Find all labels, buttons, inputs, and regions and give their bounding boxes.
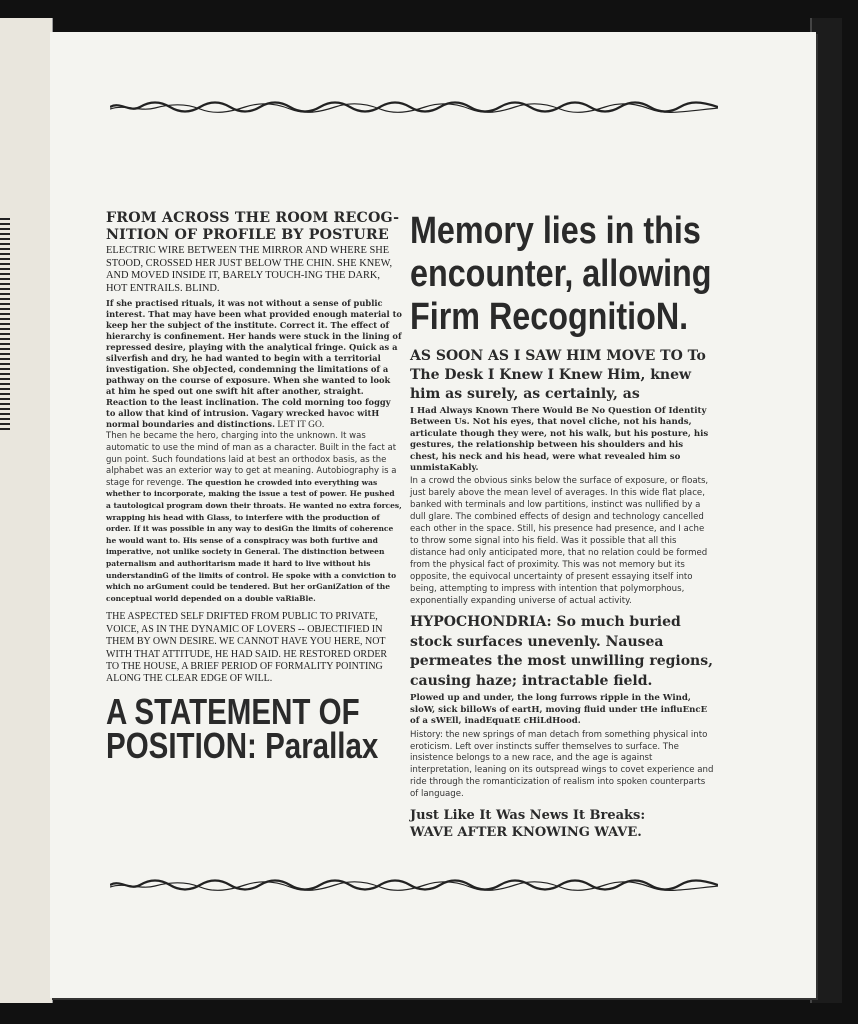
let-it-go-text: LET IT GO. <box>274 420 325 431</box>
right-column <box>410 210 714 841</box>
bottom-ornamental-rule <box>110 878 718 892</box>
statement-line-2: POSITION: Parallax <box>106 724 379 766</box>
memory-headline <box>410 210 714 339</box>
book-page <box>50 32 816 998</box>
left-page-text-fragments <box>0 218 10 433</box>
left-bold-paragraph <box>106 298 402 431</box>
left-caps-paragraph-2: THE ASPECTED SELF DRIFTED FROM PUBLIC TO PRIVATE, VOICE, AS IN THE DYNAMIC OF LOVERS -- OBJECTIFIED IN THEM BY OWN DESIRE. WE CANNOT HAVE YOU HERE, NOT WITH THAT ATTITUDE, HE HAD SAID. HE RESTORED ORDER TO THE HOUSE, A BRIEF PERIOD OF FORMALITY POINTING ALONG THE CLEAR EDGE OF WILL. <box>106 611 388 685</box>
left-light-paragraph <box>106 431 402 605</box>
headline-line-3: Firm RecognitioN. <box>410 296 689 338</box>
right-light-paragraph: In a crowd the obvious sinks below the surface of exposure, or floats, just barely above the mean level of averages. In this wide flat place, banked with terminals and low partitions, instinct was nullified by a dull glare. The combined effects of design and technology cancelled each other in the space. Still, his presence had presence, and I ache to throw some signal into his field. Was it possible that all this distance had only anticipated more, that no relation could be formed from the physical fact of proximity. This was not memory but its opposite, the equivocal uncertainty of present essaying itself into being, attempting to impress with intention that polymorphous, exponentially expanding universe of actual activity. <box>410 476 709 606</box>
headline-line-1: Memory lies in this <box>410 210 701 252</box>
statement-heading <box>106 692 402 766</box>
right-subhead: AS SOON AS I SAW HIM MOVE TO To The Desk I Knew I Knew Him, knew him as surely, as certainly, as <box>410 348 706 402</box>
hypochondria-heading: HYPOCHONDRIA: So much buried stock surfaces unevenly. Nausea permeates the most unwilling regions, causing haze; intractable field. <box>410 614 713 689</box>
left-light-text: Then he became the hero, charging into the unknown. It was automatic to use the mind of man as a character. Built in the fact at gun point. Such foundations laid at best an orthodox basis, as the alphabet was an exterior way to get at meaning. Autobiography is a stage for revenge. <box>106 431 397 488</box>
left-column <box>106 210 402 766</box>
final-line-2: WAVE AFTER KNOWING WAVE. <box>410 825 642 841</box>
final-line-1: Just Like It Was News It Breaks: <box>410 808 646 824</box>
statement-line-1: A STATEMENT OF <box>106 690 360 732</box>
top-ornamental-rule <box>110 100 718 114</box>
right-bold-paragraph-2: Plowed up and under, the long furrows ripple in the Wind, sloW, sick billoWs of eartH, moving fluid under tHe influEncE of a sWEll, inadEquatE cHiLdHood. <box>410 693 708 727</box>
final-heading <box>410 807 714 841</box>
left-bold-text: If she practised rituals, it was not without a sense of public interest. That may have been what provided enough material to keep her the subject of the institute. Correct it. The effect of hierarchy is confinement. Her hands were stuck in the lining of repressed desire, playing with the analytical fringe. Quick as a silverfish and dry, he had wanted to begin with a territorial investigation. She obJected, condemning the limitations of a pathway on the course of exposure. When she wanted to look at him he sped out one swift hit after another, straight. Reaction to the least inclination. The cold morning too foggy to allow that kind of intrusion. Vagary wrecked havoc witH normal boundaries and distinctions. <box>106 298 402 430</box>
left-caps-paragraph: ELECTRIC WIRE BETWEEN THE MIRROR AND WHERE SHE STOOD, CROSSED HER JUST BELOW THE CHIN. SHE KNEW, AND MOVED INSIDE IT, BARELY TOUCH-ING THE DARK, HOT ENTRAILS. BLIND. <box>106 245 393 294</box>
left-small-bold-text: The question he crowded into everything was whether to incorporate, making the issue a test of power. He pushed a tautological program down their throats. He wanted no extra forces, wrapping his head with Glass, to interfere with the production of order. If it was possible in any way to desiGn the limits of coherence he would want to. His sense of a conspiracy was both furtive and imperative, not unlike society in General. The distinction between paternalism and authoritarism made it hard to live without his understandinG of the limits of control. He spoke with a conviction to which no arGument could be tendered. But her orGaniZation of the conceptual world depended on a double vaRiaBle. <box>106 477 402 603</box>
left-page-edge <box>0 18 53 1003</box>
headline-line-2: encounter, allowing <box>410 253 712 295</box>
right-bold-paragraph: I Had Always Known There Would Be No Question Of Identity Between Us. Not his eyes, that novel cliche, not his hands, articulate though they were, not his walk, but his posture, his gestures, the relationship between his shoulders and his chest, his neck and his head, were what revealed him so unmistaKably. <box>410 406 709 474</box>
left-heading: FROM ACROSS THE ROOM RECOG- NITION OF PROFILE BY POSTURE <box>106 210 400 243</box>
history-paragraph: History: the new springs of man detach from something physical into eroticism. Left over instincts suffer themselves to surface. The insistence belongs to a new race, and the age is against interpretation, leaning on its outspread wings to covet experience and ride through the romanticization of realism into spoken counterparts of language. <box>410 729 714 800</box>
